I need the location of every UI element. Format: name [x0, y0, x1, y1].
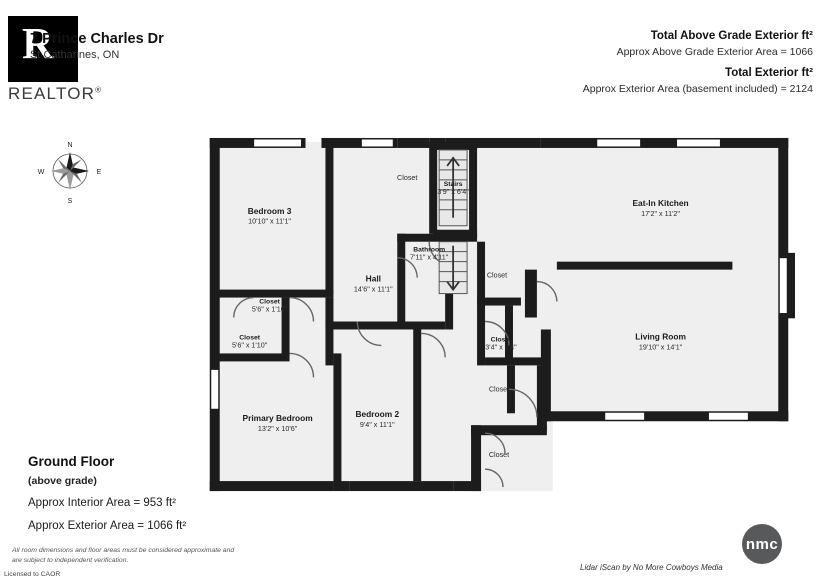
closet-label-mid: Closet	[486, 271, 508, 280]
floor-info-block	[28, 452, 258, 537]
closet-label-lower: Closet	[488, 385, 510, 394]
closet-label-bottom: Closet	[488, 451, 510, 460]
closet-label-left-2: Closet	[239, 334, 260, 342]
realtor-wordmark-text: REALTOR	[8, 84, 96, 103]
total-exterior-title: Total Exterior ft²	[725, 67, 813, 79]
property-address	[30, 30, 164, 62]
compass-east-label: E	[96, 169, 102, 176]
closet-dim-center: 3'4" x 2'4"	[485, 343, 517, 352]
nmc-logo: nmc	[742, 524, 782, 564]
closet-label-center: Closet	[490, 336, 512, 344]
room-label-hall: Hall	[365, 273, 382, 284]
room-dim-living-room: 19'10" x 14'1"	[638, 343, 683, 352]
room-label-stairs-up: Stairs	[443, 180, 463, 188]
closet-label-top: Closet	[397, 173, 418, 182]
address-street: 7 Prince Charles Dr	[30, 31, 164, 47]
disclaimer-text: All room dimensions and floor areas must be considered approximate and are subject to independent verification.	[12, 547, 235, 564]
closet-label-left-1: Closet	[259, 298, 280, 306]
licensed-text: Licensed to CAOR	[4, 571, 61, 578]
ground-floor-plan	[205, 130, 795, 515]
floor-subtitle: (above grade)	[28, 475, 97, 488]
closet-dim-left-1: 5'6" x 1'10"	[251, 305, 288, 314]
address-city: St Catharines, ON	[30, 49, 120, 62]
floor-title: Ground Floor	[28, 454, 115, 469]
credit-text: Lidar iScan by No More Cowboys Media	[580, 563, 723, 572]
above-grade-title: Total Above Grade Exterior ft²	[650, 30, 813, 42]
realtor-logo-wordmark	[8, 84, 102, 104]
room-dim-eat-in-kitchen: 17'2" x 11'2"	[641, 209, 680, 218]
room-dim-hall: 14'6" x 11'1"	[353, 285, 393, 294]
total-exterior-value: Approx Exterior Area (basement included) = 2124	[582, 83, 813, 96]
floor-interior-area: Approx Interior Area = 953 ft²	[28, 497, 176, 510]
compass-south-label: S	[67, 198, 73, 205]
compass-north-label: N	[67, 142, 73, 149]
above-grade-value: Approx Above Grade Exterior Area = 1066	[616, 46, 813, 59]
room-label-primary-bedroom: Primary Bedroom	[242, 413, 313, 424]
room-dim-primary-bedroom: 13'2" x 10'6"	[257, 425, 298, 434]
room-label-bedroom-3: Bedroom 3	[247, 205, 292, 216]
compass-rose-icon	[34, 135, 106, 207]
room-label-eat-in-kitchen: Eat-In Kitchen	[632, 197, 689, 208]
realtor-logo-letter: R	[22, 19, 54, 68]
room-dim-bathroom: 7'11" x 4'11"	[410, 253, 449, 262]
room-label-bedroom-2: Bedroom 2	[355, 409, 400, 420]
area-summary	[583, 28, 813, 102]
closet-dim-left-2: 5'6" x 1'10"	[231, 341, 268, 350]
room-dim-bedroom-2: 9'4" x 11'1"	[359, 421, 395, 430]
room-label-bathroom: Bathroom	[413, 246, 446, 254]
room-dim-bedroom-3: 10'10" x 11'1"	[248, 217, 291, 226]
floor-fill	[214, 142, 789, 491]
registered-mark: ®	[95, 85, 103, 95]
room-label-living-room: Living Room	[635, 331, 686, 342]
floor-exterior-area: Approx Exterior Area = 1066 ft²	[28, 519, 187, 532]
compass-west-label: W	[37, 169, 45, 176]
bay-window-detail	[788, 254, 795, 318]
room-dim-stairs-up: 3'9" x 6'4"	[437, 187, 469, 196]
